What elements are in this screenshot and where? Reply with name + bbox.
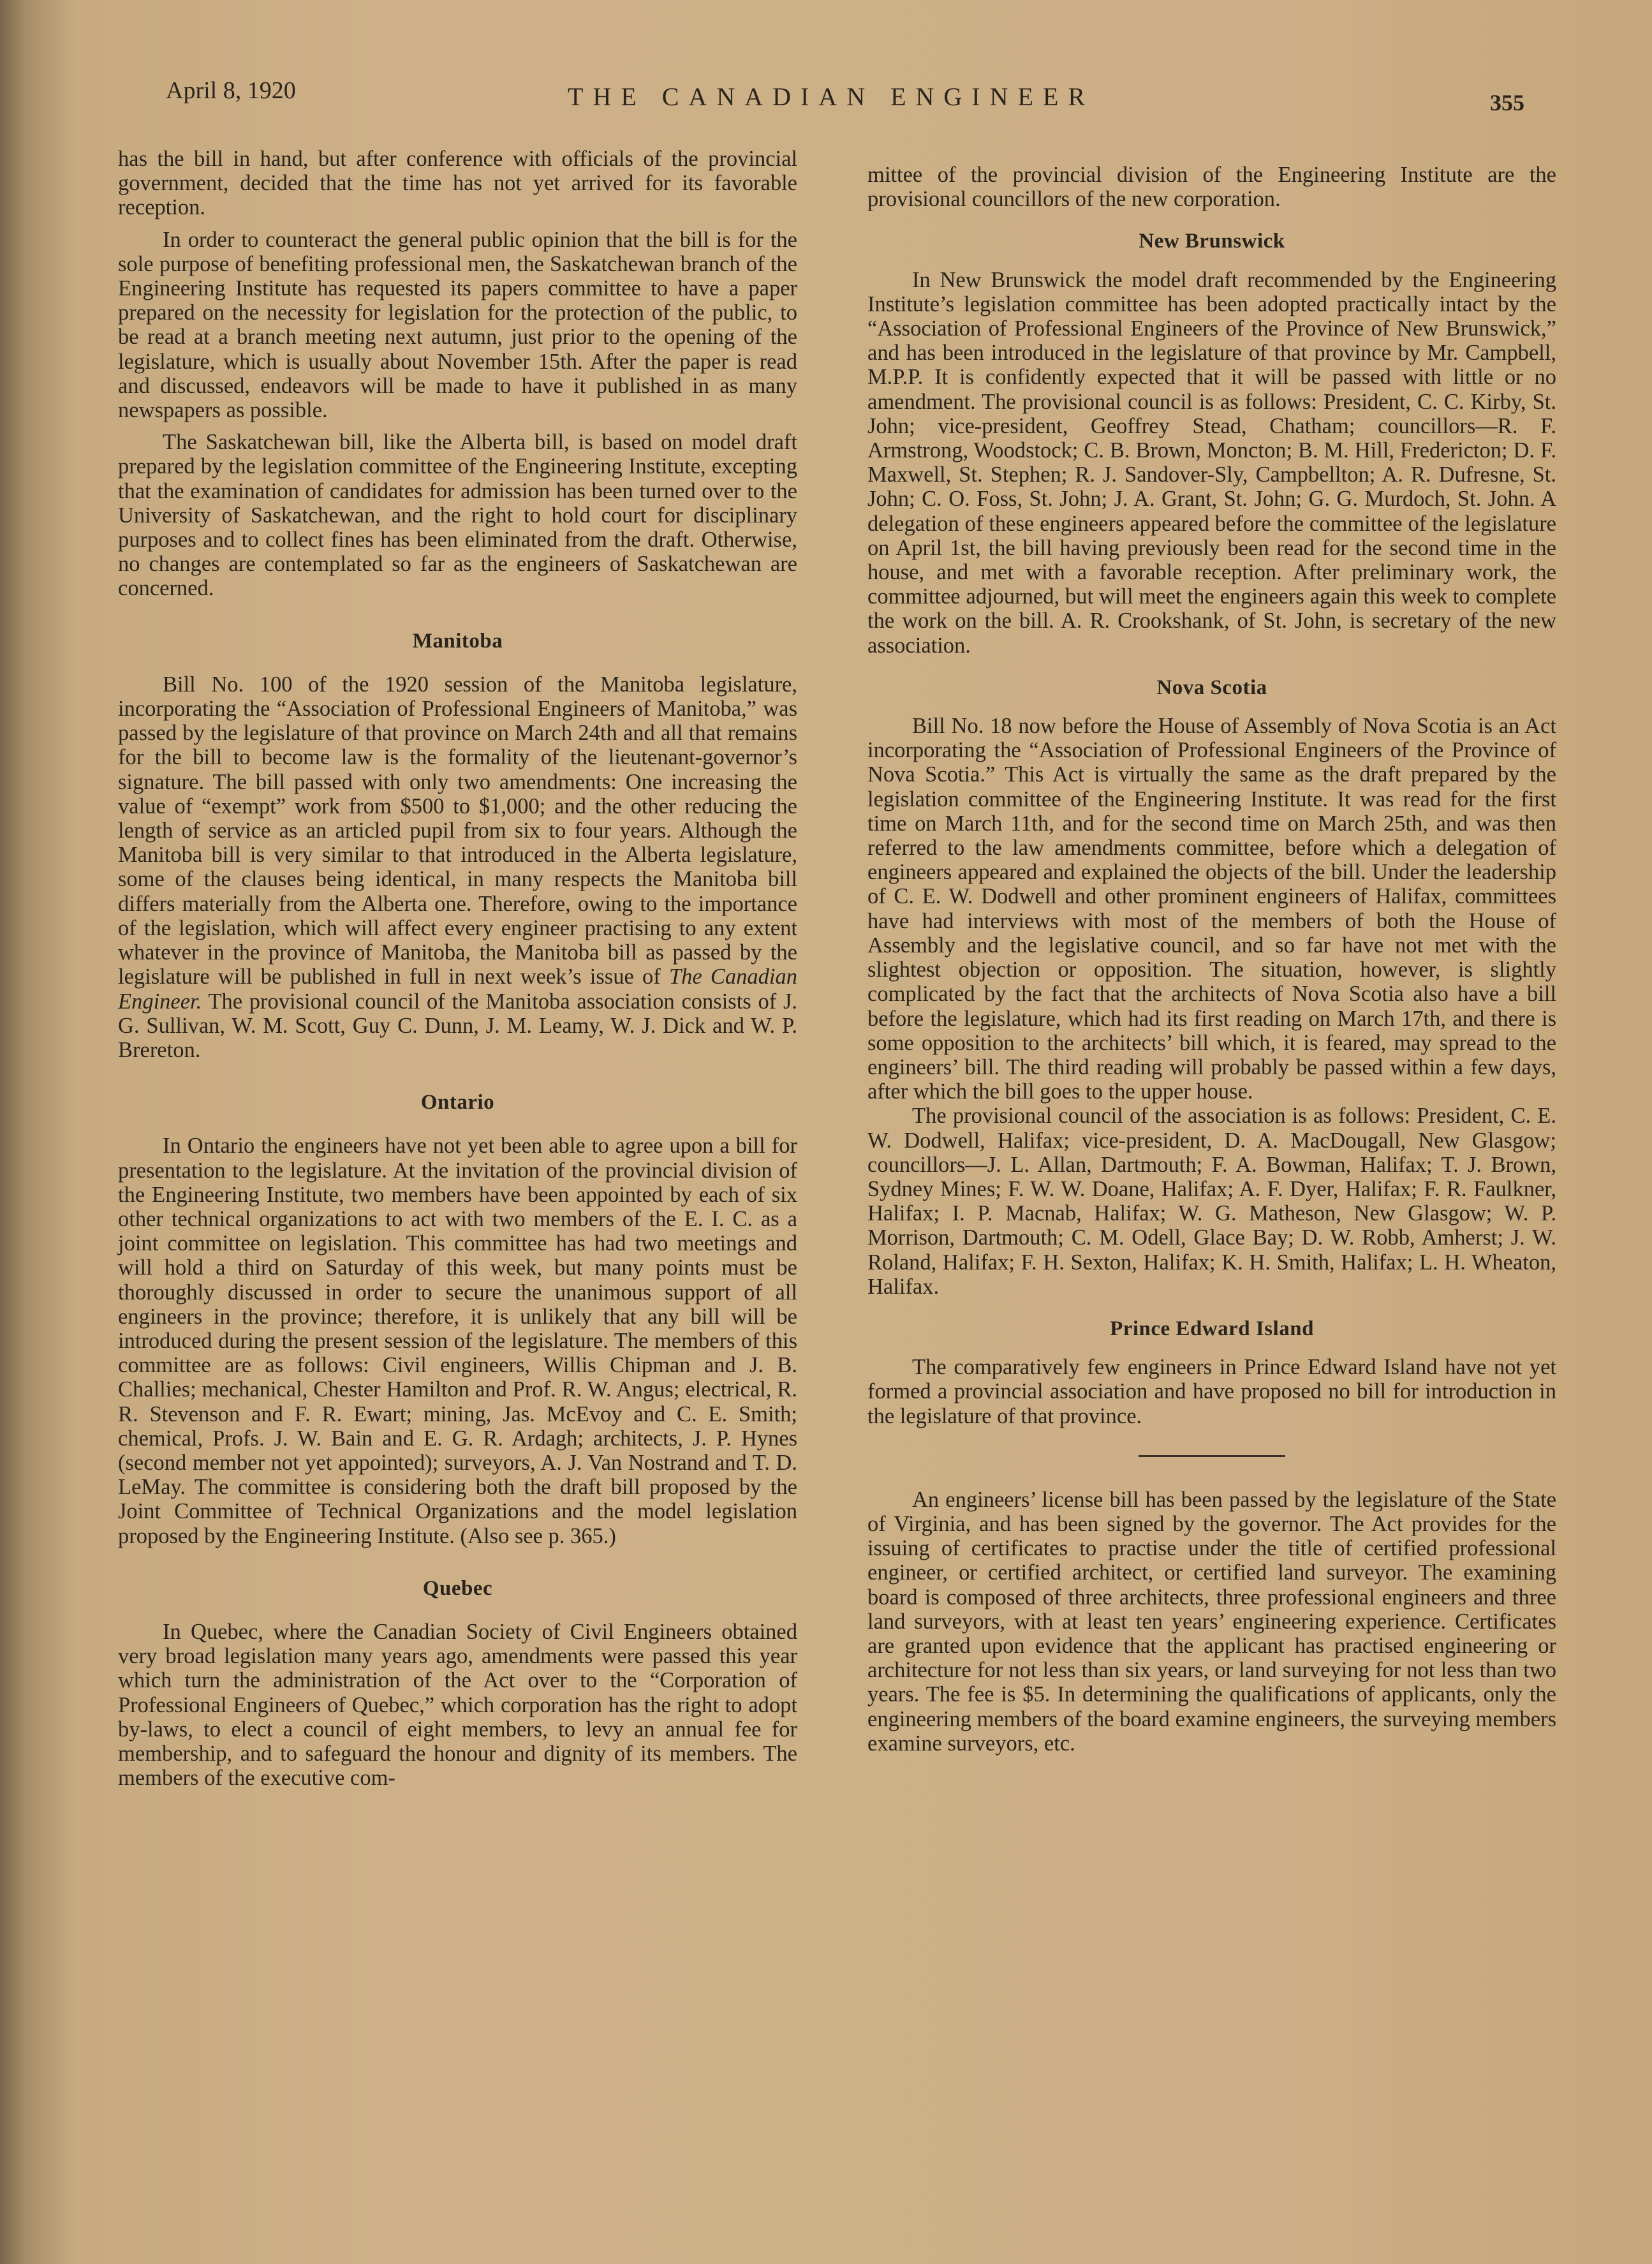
issue-date: April 8, 1920 xyxy=(166,77,296,104)
section-divider xyxy=(1139,1455,1285,1457)
paragraph: The comparatively few engineers in Prince Edward Island have not yet formed a provincial association and have proposed no bill for introduction in the legislature of that province. xyxy=(867,1355,1556,1428)
paragraph: In New Brunswick the model draft recommended by the Engineering Institute’s legislation committee has been adopted practically intact by the “Association of Professional Engineers of the Province of New Brunswick,” and has been introduced in the legislature of that province by Mr. Campbell, M.P.P. It is confidently expected that it will be passed with little or no amendment. The provisional council is as follows: President, C. C. Kirby, St. John; vice-president, Geoffrey Stead, Chatham; councillors—R. F. Armstrong, Woodstock; C. B. Brown, Moncton; B. M. Hill, Fredericton; D. F. Maxwell, St. Stephen; R. J. Sandover-Sly, Campbellton; A. R. Dufresne, St. John; C. O. Foss, St. John; J. A. Grant, St. John; G. G. Murdoch, St. John. A delegation of these engineers appeared before the committee of the legislature on April 1st, the bill having previously been read for the second time in the house, and met with a favorable reception. After preliminary work, the committee adjourned, but will meet the engineers again this week to complete the work on the bill. A. R. Crookshank, of St. John, is secretary of the new association. xyxy=(867,267,1556,658)
section-heading-manitoba: Manitoba xyxy=(412,629,503,653)
right-column xyxy=(867,163,1556,1756)
paragraph xyxy=(118,672,797,1062)
text-run: The provisional council of the Manitoba association consists of J. G. Sullivan, W. M. Scott, Guy C. Dunn, J. M. Leamy, W. J. Dick and W. P. Brereton. xyxy=(118,989,797,1062)
paragraph: In Quebec, where the Canadian Society of Civil Engineers obtained very broad legislation many years ago, amendments were passed this year which turn the administration of the Act over to the “Corporation of Professional Engineers of Quebec,” which corporation has the right to adopt by-laws, to elect a council of eight members, to levy an annual fee for membership, and to safeguard the honour and dignity of its members. The members of the executive com- xyxy=(118,1619,797,1791)
paragraph: An engineers’ license bill has been passed by the legislature of the State of Virginia, and has been signed by the governor. The Act provides for the issuing of certificates to practise under the title of certified professional engineer, or certified architect, or certified land surveyor. The examining board is composed of three architects, three professional engineers and three land surveyors, with at least ten years’ engineering experience. Certificates are granted upon evidence that the applicant has practised engineering or architecture for not less than six years, or land surveying for not less than two years. The fee is $5. In determining the qualifications of applicants, only the engineering members of the board examine engineers, the surveying members examine surveyors, etc. xyxy=(867,1487,1556,1756)
section-heading-ontario: Ontario xyxy=(420,1091,495,1114)
paragraph: In Ontario the engineers have not yet been able to agree upon a bill for presentation to the legislature. At the invitation of the provincial division of the Engineering Institute, two members have been appointed by each of six other technical organizations to act with two members of the E. I. C. as a joint committee on legislation. This committee has had two meetings and will hold a third on Saturday of this week, but many points must be thoroughly discussed in order to secure the unanimous support of all engineers in the province; therefore, it is unlikely that any bill will be introduced during the present session of the legislature. The members of this committee are as follows: Civil engineers, Willis Chipman and J. B. Challies; mechanical, Chester Hamilton and Prof. R. W. Angus; electrical, R. R. Stevenson and F. R. Ewart; mining, Jas. McEvoy and C. E. Smith; chemical, Profs. J. W. Bain and E. G. R. Ardagh; architects, J. P. Hynes (second member not yet appointed); surveyors, A. J. Van Nostrand and T. D. LeMay. The committee is considering both the draft bill proposed by the Joint Committee of Technical Organizations and the model legislation proposed by the Engineering Institute. (Also see p. 365.) xyxy=(118,1134,797,1548)
paragraph: mittee of the provincial division of the Engineering Institute are the provisional councillors of the new corporation. xyxy=(867,163,1556,212)
page-header xyxy=(128,77,1544,128)
section-heading-prince-edward-island: Prince Edward Island xyxy=(1110,1317,1314,1340)
paragraph: The provisional council of the association is as follows: President, C. E. W. Dodwell, Halifax; vice-president, D. A. MacDougall, New Glasgow; councillors—J. L. Allan, Dartmouth; F. A. Bowman, Halifax; T. J. Brown, Sydney Mines; F. W. W. Doane, Halifax; A. F. Dyer, Halifax; F. R. Faulkner, Halifax; I. P. Macnab, Halifax; W. G. Matheson, New Glasgow; W. P. Morrison, Dartmouth; C. M. Odell, Glace Bay; D. W. Robb, Amherst; J. W. Roland, Halifax; F. H. Sexton, Halifax; K. H. Smith, Halifax; L. H. Wheaton, Halifax. xyxy=(867,1104,1556,1299)
paragraph: In order to counteract the general public opinion that the bill is for the sole purpose of benefiting professional men, the Saskatchewan branch of the Engineering Institute has requested its papers committee to have a paper prepared on the necessity for legislation for the protection of the public, to be read at a branch meeting next autumn, just prior to the opening of the legislature, which is usually about November 15th. After the paper is read and discussed, endeavors will be made to have it published in as many newspapers as possible. xyxy=(118,227,797,423)
section-heading-new-brunswick: New Brunswick xyxy=(1139,230,1285,253)
text-run: Bill No. 100 of the 1920 session of the Manitoba legislature, incorporating the “Association of Professional Engineers of Manitoba,” was passed by the legislature of that province on March 24th and all that remains for the bill to become law is the formality of the lieutenant-governor’s signature. The bill passed with only two amendments: One increasing the value of “exempt” work from $500 to $1,000; and the other reducing the length of service as an articled pupil from six to four years. Although the Manitoba bill is very similar to that introduced in the Alberta legislature, some of the clauses being identical, in many respects the Manitoba bill differs materially from the Alberta one. Therefore, owing to the importance of the legislation, which will affect every engineer practising to any extent whatever in the province of Manitoba, the Manitoba bill as passed by the legislature will be published in full in next week’s issue of xyxy=(118,672,797,989)
left-column xyxy=(118,147,797,1790)
section-heading-quebec: Quebec xyxy=(422,1576,493,1600)
paragraph: The Saskatchewan bill, like the Alberta bill, is based on model draft prepared by the legislation committee of the Engineering Institute, excepting that the examination of candidates for admission has been turned over to the University of Saskatchewan, and the right to hold court for disciplinary purposes and to collect fines has been eliminated from the draft. Otherwise, no changes are contemplated so far as the engineers of Saskatchewan are concerned. xyxy=(118,430,797,601)
paragraph: Bill No. 18 now before the House of Assembly of Nova Scotia is an Act incorporating the “Association of Professional Engineers of the Province of Nova Scotia.” This Act is virtually the same as the draft prepared by the legislation committee of the Engineering Institute. It was read for the first time on March 11th, and for the second time on March 25th, and was then referred to the law amendments committee, before which a delegation of engineers appeared and explained the objects of the bill. Under the leadership of C. E. W. Dodwell and other prominent engineers of Halifax, committees have had interviews with most of the members of both the House of Assembly and the legislative council, and so far have not met with the slightest objection or opposition. The situation, however, is slightly complicated by the fact that the architects of Nova Scotia also have a bill before the legislature, which had its first reading on March 17th, and there is some opposition to the architects’ bill which, it is feared, may spread to the engineers’ bill. The third reading will probably be passed within a few days, after which the bill goes to the upper house. xyxy=(867,714,1556,1104)
paragraph: has the bill in hand, but after conference with officials of the provincial government, decided that the time has not yet arrived for its favorable reception. xyxy=(118,147,797,220)
journal-name-italic: The Canadian Engineer. xyxy=(118,965,797,1014)
section-heading-nova-scotia: Nova Scotia xyxy=(1156,676,1267,699)
journal-title: THE CANADIAN ENGINEER xyxy=(568,82,1095,111)
page-number: 355 xyxy=(1490,90,1524,115)
